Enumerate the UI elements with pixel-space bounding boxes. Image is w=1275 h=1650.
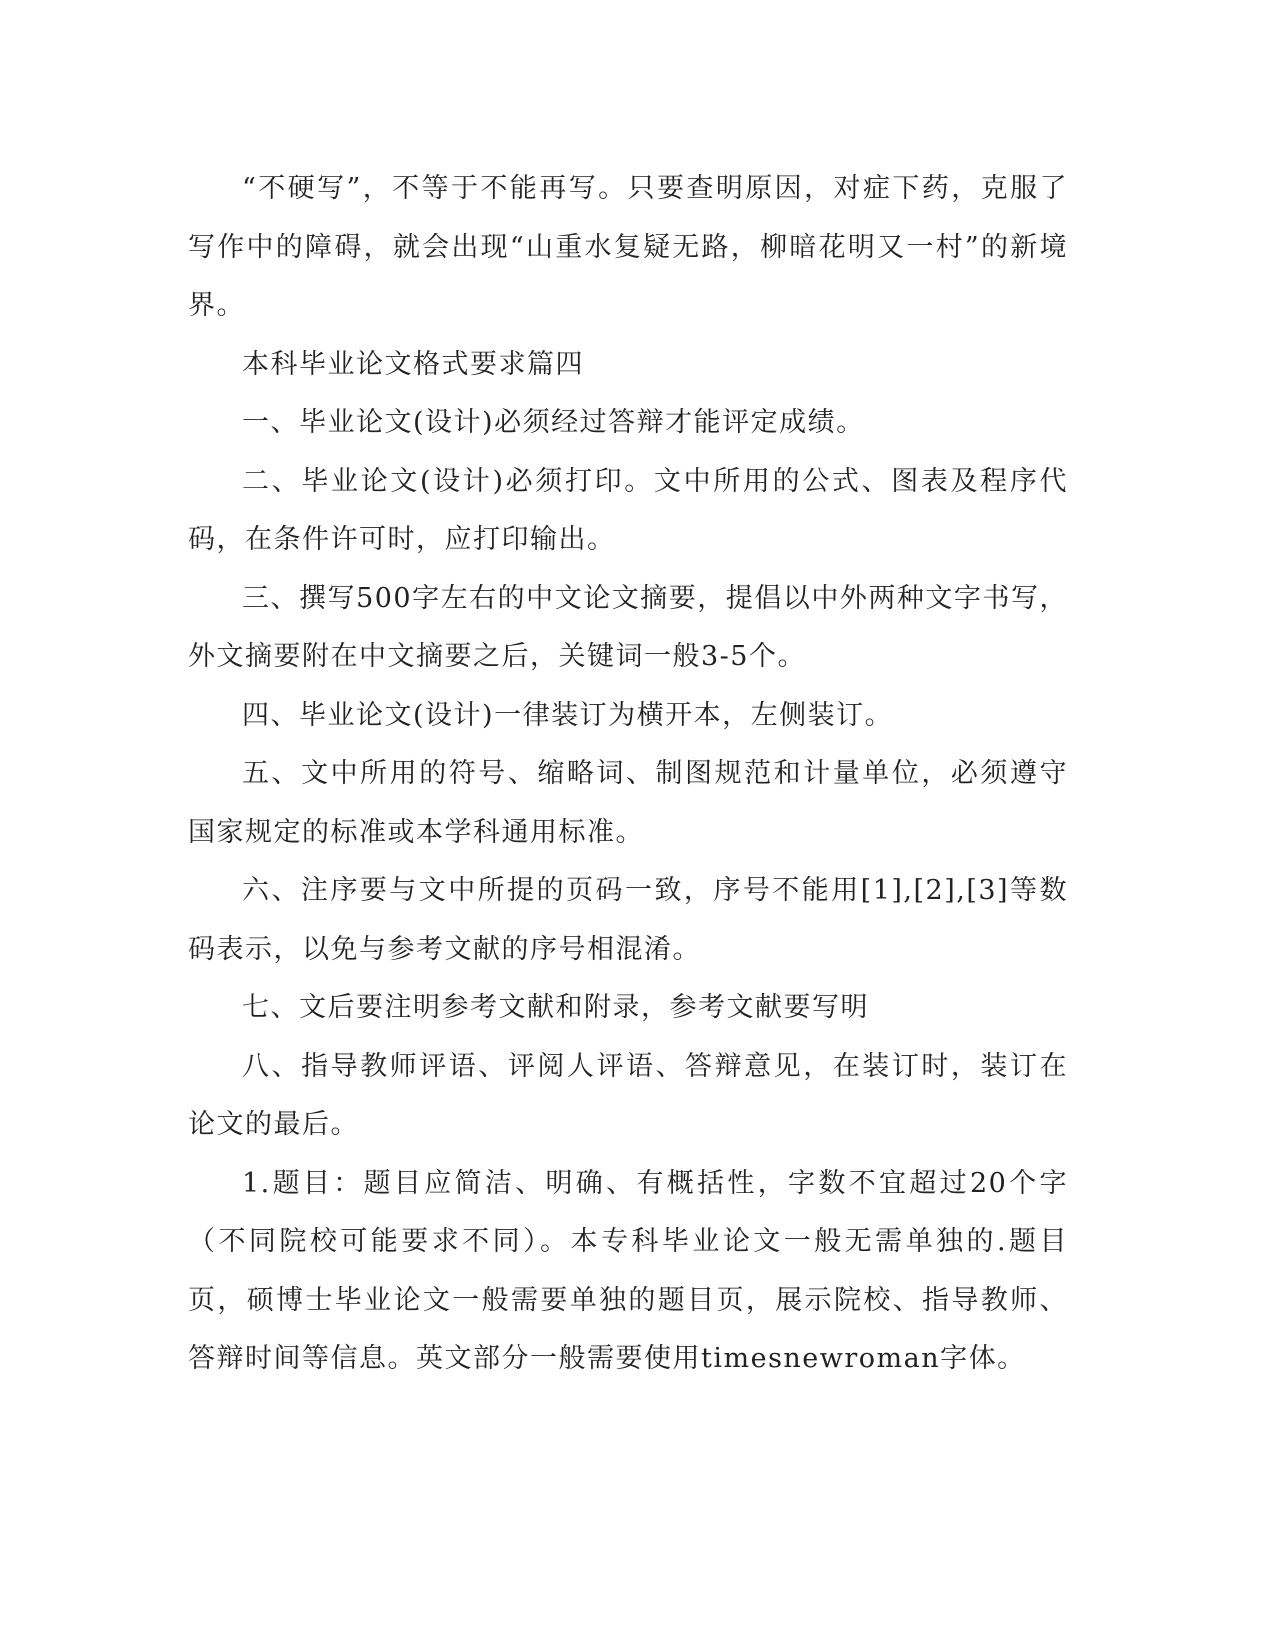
section-heading: 本科毕业论文格式要求篇四 [242,348,584,380]
paragraph-item-4: 四、毕业论文(设计)一律装订为横开本，左侧装订。 [242,699,894,731]
paragraph-item-7: 七、文后要注明参考文献和附录，参考文献要写明 [242,992,869,1023]
document-body [188,160,1068,1389]
paragraph-item-5: 五、文中所用的符号、缩略词、制图规范和计量单位，必须遵守国家规定的标准或本学科通用标准。 [188,758,1068,848]
paragraph-intro-conclusion: “不硬写”，不等于不能再写。只要查明原因，对症下药，克服了写作中的障碍，就会出现“山重水复疑无路，柳暗花明又一村”的新境界。 [188,173,1068,321]
paragraph-item-2: 二、毕业论文(设计)必须打印。文中所用的公式、图表及程序代码，在条件许可时，应打印输出。 [188,465,1068,555]
paragraph-item-8: 八、指导教师评语、评阅人评语、答辩意见，在装订时，装订在论文的最后。 [188,1050,1068,1140]
paragraph-item-6: 六、注序要与文中所提的页码一致，序号不能用[1],[2],[3]等数码表示，以免与参考文献的序号相混淆。 [188,875,1068,965]
paragraph-item-3: 三、撰写500字左右的中文论文摘要，提倡以中外两种文字书写，外文摘要附在中文摘要之后，关键词一般3-5个。 [188,582,1068,672]
paragraph-item-1: 一、毕业论文(设计)必须经过答辩才能评定成绩。 [242,407,865,438]
paragraph-title-rule: 1.题目：题目应简洁、明确、有概括性，字数不宜超过20个字（不同院校可能要求不同）。本专科毕业论文一般无需单独的.题目页，硕博士毕业论文一般需要单独的题目页，展示院校、指导教师、答辩时间等信息。英文部分一般需要使用timesnewroman字体。 [188,1167,1068,1374]
